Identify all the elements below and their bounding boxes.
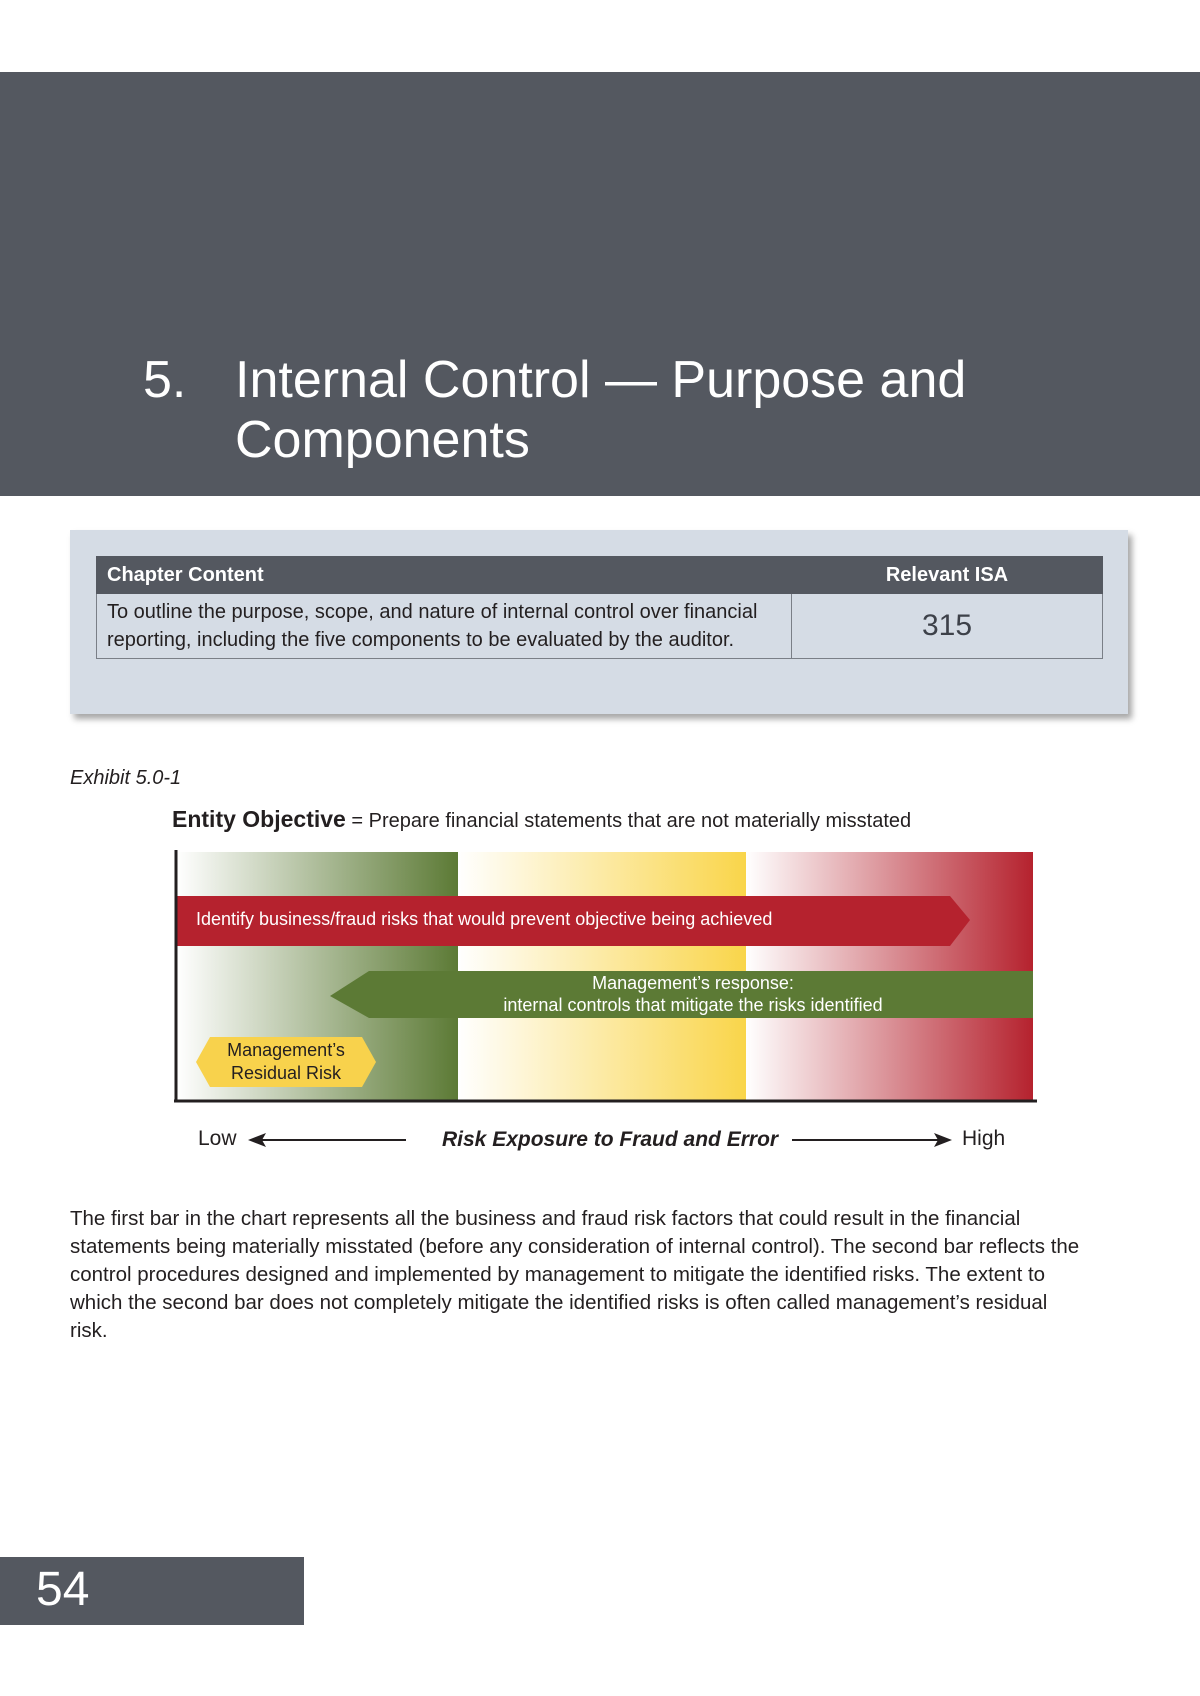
column-header-chapter-content: Chapter Content [97,557,792,594]
chapter-number: 5. [143,351,187,409]
axis-low-label: Low [198,1127,237,1150]
exhibit-label: Exhibit 5.0-1 [70,767,182,789]
residual-risk-line2: Residual Risk [230,1063,342,1083]
chapter-title: Internal Control — Purpose and Components [235,351,967,469]
response-bar-line2: internal controls that mitigate the risks identified [503,995,883,1015]
residual-risk-label [210,1039,362,1085]
relevant-isa-cell: 315 [792,594,1103,659]
page-number: 54 [36,1563,90,1616]
residual-risk-line1: Management’s [227,1040,345,1060]
column-header-relevant-isa: Relevant ISA [792,557,1103,594]
objective-text: Prepare financial statements that are not materially misstated [368,810,912,832]
axis-title: Risk Exposure to Fraud and Error [442,1128,779,1151]
response-bar-line1: Management’s response: [592,973,794,993]
response-bar-label [470,972,916,1016]
objective-equals: = [351,810,364,832]
objective-label: Entity Objective [172,806,346,832]
axis-high-label: High [962,1127,1006,1150]
body-paragraph: The first bar in the chart represents all the business and fraud risk factors that could result in the financial statements being materially misstated (before any consideration of internal control). The second bar reflects the control procedures designed and implemented by management to mitigate the identified risks. The extent to which the second bar does not completely mitigate the identified risks is often called management’s residual risk. [70,1207,1080,1342]
chapter-content-cell: To outline the purpose, scope, and nature of internal control over financial reporting, including the five components to be evaluated by the auditor. [97,594,792,659]
risks-bar-label: Identify business/fraud risks that would prevent objective being achieved [196,909,773,929]
